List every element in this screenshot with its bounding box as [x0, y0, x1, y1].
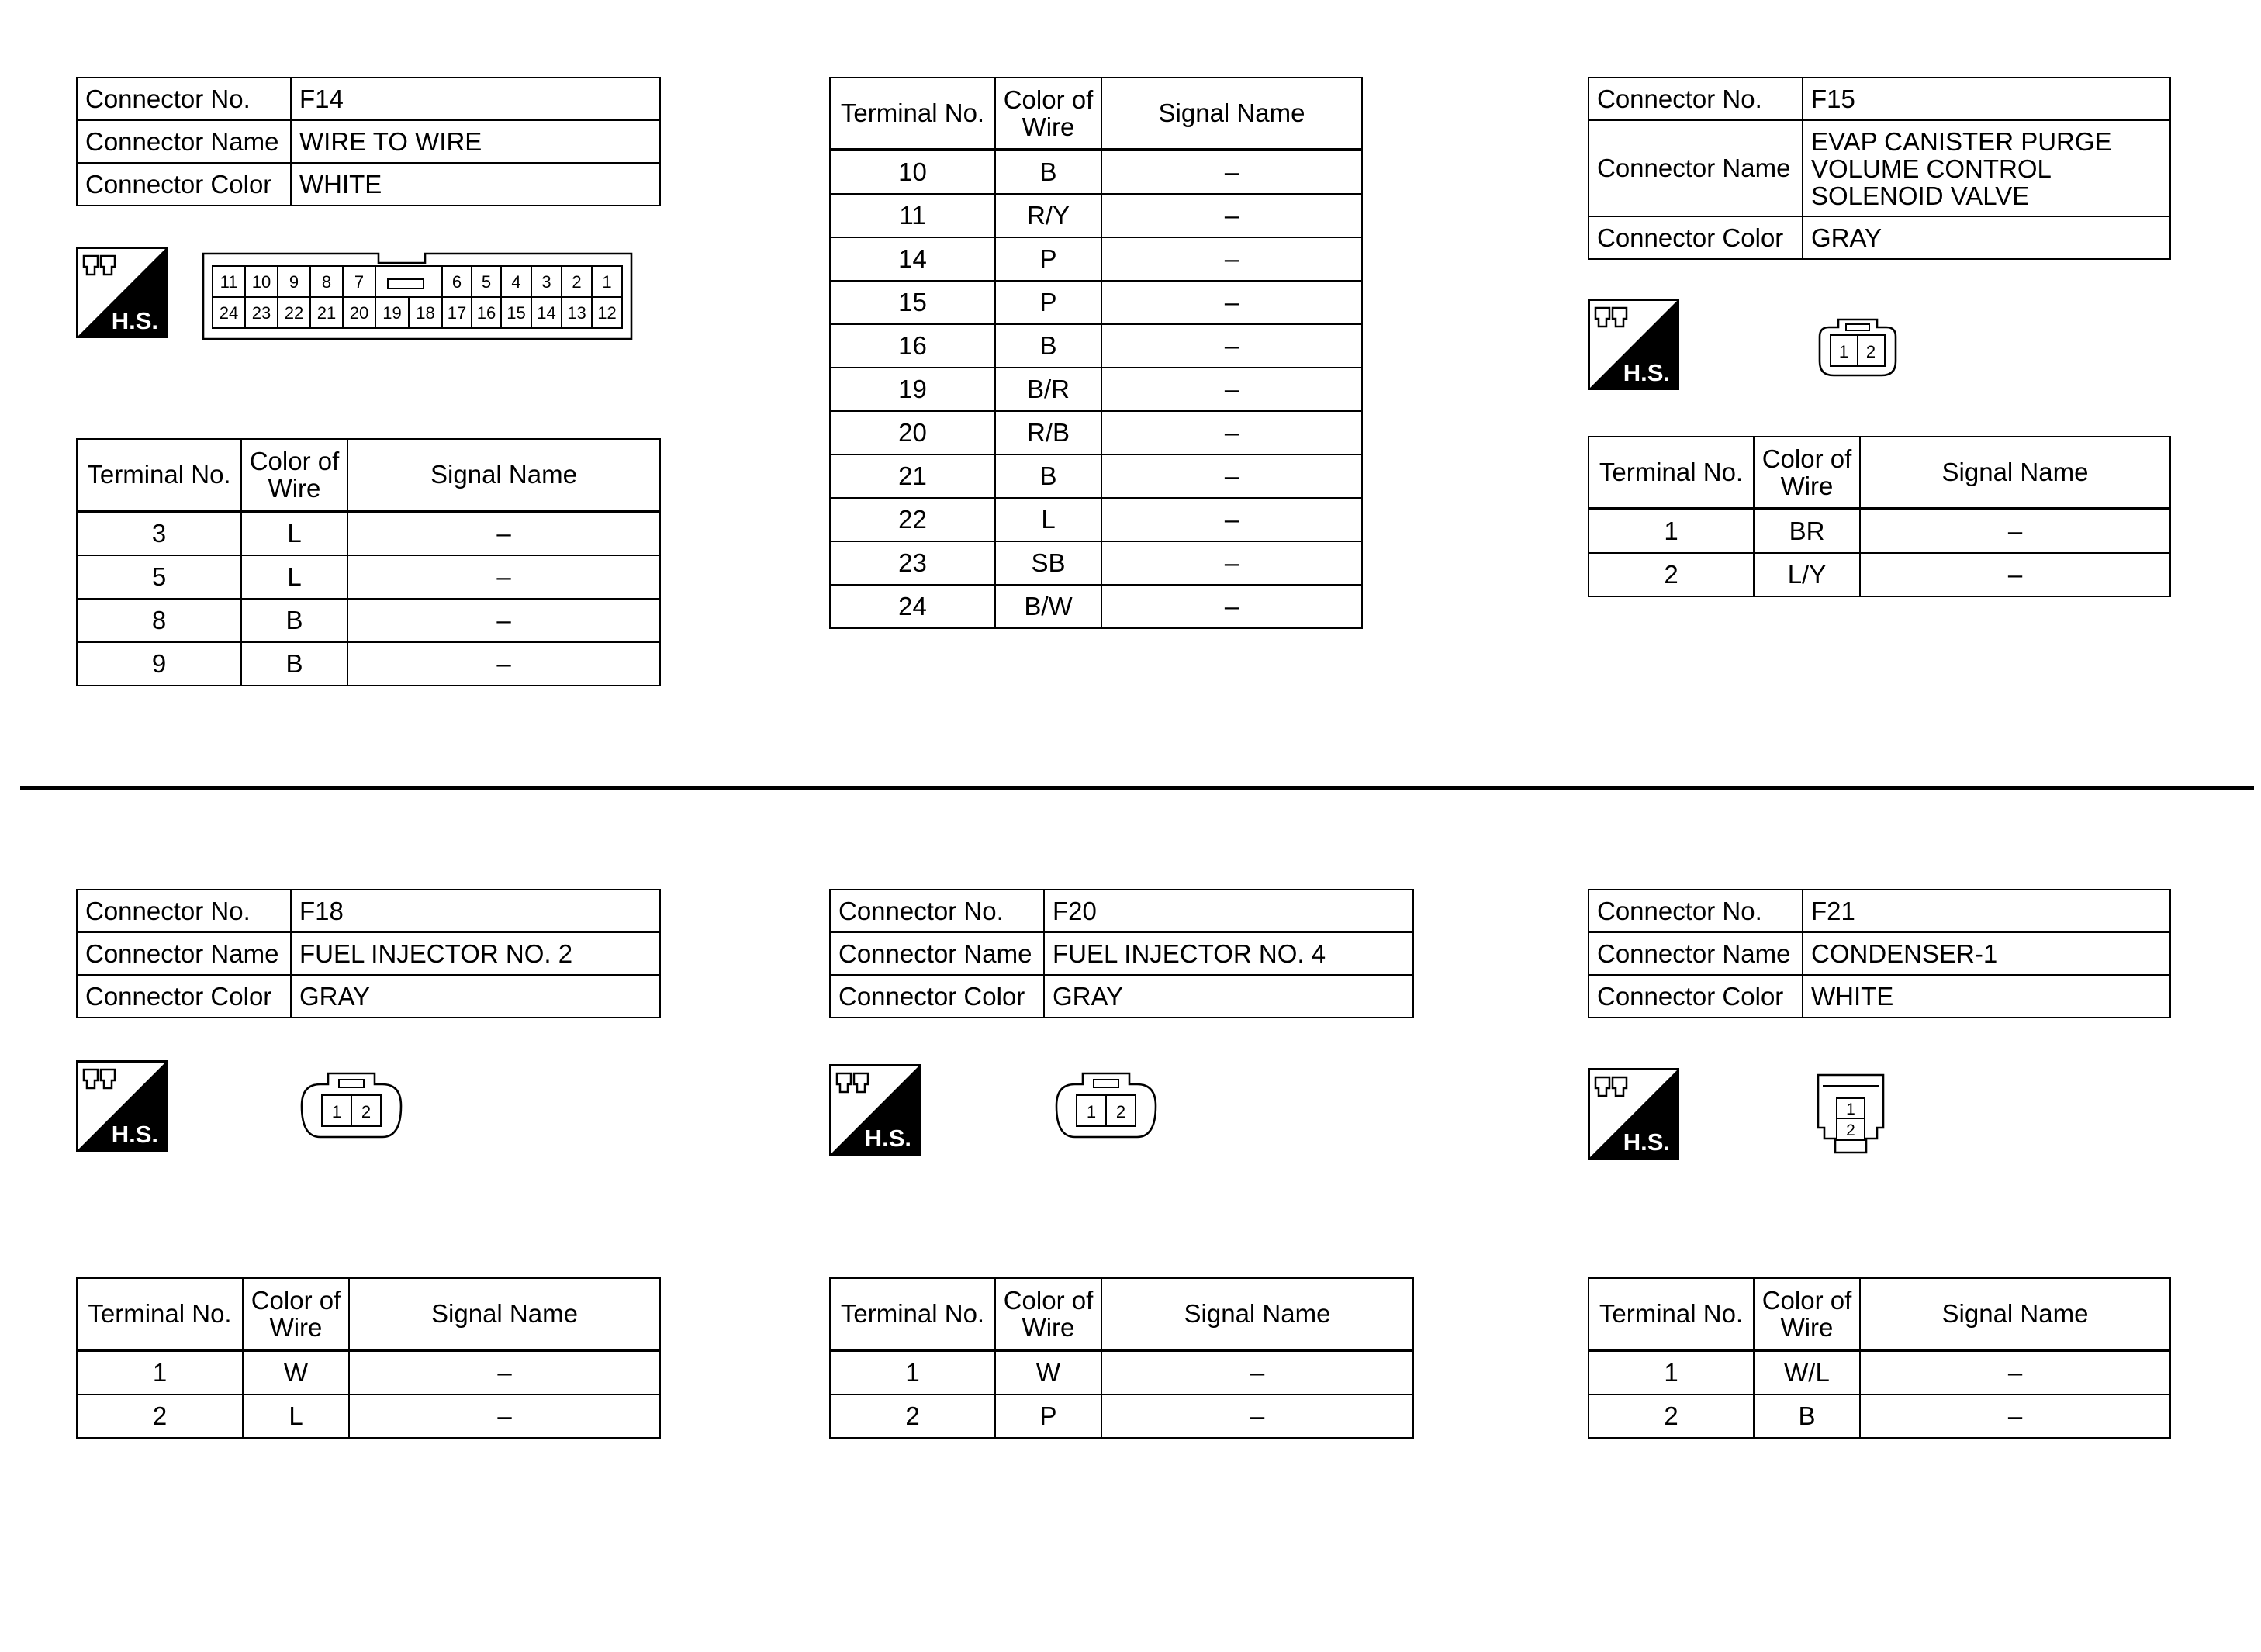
signal-name-cell: – — [349, 1350, 660, 1395]
terminal-table-f15 — [1588, 436, 2171, 597]
terminal-no-cell: 5 — [77, 555, 241, 599]
wire-color-cell: SB — [995, 541, 1101, 585]
terminal-row — [830, 498, 1362, 541]
connector-name-value: CONDENSER-1 — [1803, 932, 2170, 975]
wire-color-cell: L — [241, 511, 347, 555]
wire-color-cell: B — [241, 599, 347, 642]
terminal-row — [77, 1350, 660, 1395]
terminal-row — [77, 642, 660, 686]
signal-name-cell: – — [1101, 237, 1362, 281]
connector-no-value: F15 — [1803, 78, 2170, 120]
signal-name-cell: – — [347, 599, 660, 642]
wire-color-cell: W — [995, 1350, 1101, 1395]
terminal-table-header — [1589, 437, 2170, 509]
terminal-rows — [830, 1350, 1413, 1438]
svg-text:H.S.: H.S. — [1623, 359, 1670, 386]
hs-harness-side-icon — [829, 1064, 921, 1156]
pin-number-label: 15 — [506, 303, 526, 323]
terminal-row — [830, 324, 1362, 368]
signal-name-cell: – — [1101, 585, 1362, 628]
terminal-row — [830, 194, 1362, 237]
signal-name-cell: – — [1101, 498, 1362, 541]
signal-name-header: Signal Name — [349, 1278, 660, 1350]
connector-name-value: EVAP CANISTER PURGE VOLUME CONTROL SOLENOID VALVE — [1803, 120, 2170, 216]
signal-name-cell: – — [1101, 150, 1362, 194]
terminal-rows — [1589, 509, 2170, 596]
signal-name-cell: – — [1101, 541, 1362, 585]
wire-color-cell: L — [241, 555, 347, 599]
connector-no-value: F18 — [291, 890, 660, 932]
signal-name-cell: – — [1860, 553, 2170, 596]
connector-f14-face-icon — [202, 251, 636, 342]
info-row-connector-no — [77, 890, 660, 932]
signal-name-header: Signal Name — [1860, 437, 2170, 509]
signal-name-cell: – — [349, 1395, 660, 1438]
terminal-no-cell: 8 — [77, 599, 241, 642]
hs-harness-side-icon — [1588, 1068, 1679, 1160]
terminal-no-header: Terminal No. — [1589, 437, 1754, 509]
terminal-no-header: Terminal No. — [830, 1278, 995, 1350]
terminal-row — [830, 585, 1362, 628]
pin-number-label: 6 — [451, 272, 462, 292]
connector-no-label: Connector No. — [77, 78, 291, 120]
terminal-table-f14 — [76, 438, 661, 686]
connector-no-value: F20 — [1044, 890, 1413, 932]
connector-name-value: FUEL INJECTOR NO. 4 — [1044, 932, 1413, 975]
pin-2-label: 2 — [1846, 1121, 1855, 1139]
terminal-row — [830, 1350, 1413, 1395]
connector-color-value: GRAY — [1044, 975, 1413, 1018]
pin-1-label: 1 — [331, 1102, 342, 1121]
terminal-no-cell: 19 — [830, 368, 995, 411]
connector-info-f20 — [829, 889, 1414, 1018]
wire-color-cell: B/R — [995, 368, 1101, 411]
connector-no-label: Connector No. — [1589, 78, 1803, 120]
wire-color-cell: P — [995, 281, 1101, 324]
wire-color-cell: P — [995, 237, 1101, 281]
section-divider — [20, 786, 2254, 790]
signal-name-header: Signal Name — [347, 439, 660, 511]
wire-color-cell: B — [241, 642, 347, 686]
pin-2-label: 2 — [361, 1102, 372, 1121]
wire-color-cell: B/W — [995, 585, 1101, 628]
terminal-rows — [77, 511, 660, 686]
connector-color-label: Connector Color — [77, 163, 291, 206]
info-row-connector-color — [77, 975, 660, 1018]
wire-color-cell: R/B — [995, 411, 1101, 454]
connector-name-label: Connector Name — [830, 932, 1044, 975]
signal-name-cell: – — [347, 555, 660, 599]
connector-name-label: Connector Name — [1589, 932, 1803, 975]
terminal-row — [77, 1395, 660, 1438]
signal-name-cell: – — [1101, 324, 1362, 368]
terminal-row — [1589, 1350, 2170, 1395]
terminal-row — [830, 411, 1362, 454]
pin-2-label: 2 — [1865, 342, 1876, 361]
terminal-table-f14-continued — [829, 77, 1363, 629]
terminal-no-cell: 9 — [77, 642, 241, 686]
terminal-no-cell: 2 — [1589, 1395, 1754, 1438]
connector-info-f15 — [1588, 77, 2171, 260]
pin-1-label: 1 — [1846, 1101, 1855, 1118]
terminal-row — [1589, 509, 2170, 553]
pin-number-label: 13 — [567, 303, 586, 323]
signal-name-cell: – — [1860, 1395, 2170, 1438]
connector-info-f18 — [76, 889, 661, 1018]
wire-color-cell: B — [1754, 1395, 1860, 1438]
terminal-no-header: Terminal No. — [77, 439, 241, 511]
terminal-no-cell: 16 — [830, 324, 995, 368]
terminal-row — [830, 541, 1362, 585]
terminal-row — [830, 454, 1362, 498]
color-of-wire-header: Color of Wire — [1754, 1278, 1860, 1350]
terminal-no-cell: 1 — [77, 1350, 243, 1395]
pin-2-label: 2 — [1115, 1102, 1126, 1121]
connector-f18-face-icon — [299, 1070, 404, 1142]
pin-number-label: 3 — [541, 272, 551, 292]
pin-number-label: 8 — [321, 272, 332, 292]
svg-text:H.S.: H.S. — [864, 1125, 911, 1152]
pin-number-label: 16 — [476, 303, 496, 323]
pin-number-label: 19 — [382, 303, 402, 323]
color-of-wire-header: Color of Wire — [995, 78, 1101, 150]
hs-harness-side-icon — [76, 1060, 168, 1152]
pin-number-label: 21 — [316, 303, 337, 323]
signal-name-cell: – — [347, 511, 660, 555]
pin-1-label: 1 — [1086, 1102, 1097, 1121]
terminal-row — [77, 599, 660, 642]
terminal-table-header — [77, 439, 660, 511]
info-row-connector-color — [1589, 975, 2170, 1018]
wire-color-cell: W/L — [1754, 1350, 1860, 1395]
pin-number-label: 20 — [349, 303, 369, 323]
wire-color-cell: P — [995, 1395, 1101, 1438]
signal-name-cell: – — [1860, 1350, 2170, 1395]
color-of-wire-header: Color of Wire — [243, 1278, 349, 1350]
pin-number-label: 14 — [537, 303, 556, 323]
pin-number-label: 7 — [354, 272, 365, 292]
terminal-no-cell: 10 — [830, 150, 995, 194]
signal-name-cell: – — [1101, 194, 1362, 237]
connector-color-label: Connector Color — [1589, 975, 1803, 1018]
pin-number-label: 22 — [284, 303, 304, 323]
connector-no-value: F21 — [1803, 890, 2170, 932]
connector-no-label: Connector No. — [830, 890, 1044, 932]
wire-color-cell: W — [243, 1350, 349, 1395]
pin-number-label: 4 — [511, 272, 521, 292]
signal-name-cell: – — [1101, 1350, 1413, 1395]
svg-text:H.S.: H.S. — [1623, 1128, 1670, 1156]
hs-harness-side-icon — [1588, 299, 1679, 390]
color-of-wire-header: Color of Wire — [241, 439, 347, 511]
signal-name-cell: – — [347, 642, 660, 686]
terminal-row — [77, 511, 660, 555]
terminal-no-cell: 2 — [77, 1395, 243, 1438]
wire-color-cell: L — [243, 1395, 349, 1438]
connector-color-value: WHITE — [291, 163, 660, 206]
terminal-table-header — [830, 1278, 1413, 1350]
info-row-connector-no — [1589, 78, 2170, 120]
connector-no-value: F14 — [291, 78, 660, 120]
signal-name-cell: – — [1101, 281, 1362, 324]
info-row-connector-no — [77, 78, 660, 120]
pin-number-label: 18 — [416, 303, 435, 323]
connector-no-label: Connector No. — [77, 890, 291, 932]
pin-number-label: 12 — [597, 303, 617, 323]
connector-name-label: Connector Name — [77, 932, 291, 975]
terminal-table-header — [830, 78, 1362, 150]
terminal-row — [830, 150, 1362, 194]
wire-color-cell: B — [995, 324, 1101, 368]
wire-color-cell: L — [995, 498, 1101, 541]
wire-color-cell: B — [995, 150, 1101, 194]
pin-number-label: 17 — [447, 303, 467, 323]
terminal-no-cell: 2 — [1589, 553, 1754, 596]
wire-color-cell: L/Y — [1754, 553, 1860, 596]
connector-info-f14 — [76, 77, 661, 206]
terminal-row — [77, 555, 660, 599]
color-of-wire-header: Color of Wire — [995, 1278, 1101, 1350]
connector-no-label: Connector No. — [1589, 890, 1803, 932]
terminal-row — [830, 237, 1362, 281]
terminal-no-cell: 1 — [1589, 1350, 1754, 1395]
terminal-table-f21 — [1588, 1277, 2171, 1439]
connector-color-value: GRAY — [291, 975, 660, 1018]
info-row-connector-color — [77, 163, 660, 206]
info-row-connector-name — [77, 120, 660, 163]
connector-color-label: Connector Color — [830, 975, 1044, 1018]
terminal-row — [830, 1395, 1413, 1438]
info-row-connector-color — [1589, 216, 2170, 259]
terminal-row — [830, 281, 1362, 324]
connector-f21-face-icon — [1815, 1072, 1886, 1156]
terminal-no-cell: 3 — [77, 511, 241, 555]
connector-info-f21 — [1588, 889, 2171, 1018]
connector-name-value: WIRE TO WIRE — [291, 120, 660, 163]
svg-text:H.S.: H.S. — [111, 1121, 158, 1148]
terminal-row — [1589, 1395, 2170, 1438]
terminal-table-f20 — [829, 1277, 1414, 1439]
terminal-no-cell: 1 — [1589, 509, 1754, 553]
terminal-table-f18 — [76, 1277, 661, 1439]
wire-color-cell: B — [995, 454, 1101, 498]
signal-name-cell: – — [1101, 368, 1362, 411]
terminal-no-header: Terminal No. — [77, 1278, 243, 1350]
terminal-no-cell: 11 — [830, 194, 995, 237]
pin-number-label: 24 — [219, 303, 239, 323]
info-row-connector-no — [830, 890, 1413, 932]
pin-number-label: 2 — [572, 272, 582, 292]
connector-color-label: Connector Color — [77, 975, 291, 1018]
terminal-no-cell: 14 — [830, 237, 995, 281]
pin-number-label: 5 — [481, 272, 492, 292]
terminal-no-cell: 21 — [830, 454, 995, 498]
info-row-connector-name — [1589, 932, 2170, 975]
terminal-row — [1589, 553, 2170, 596]
terminal-table-header — [77, 1278, 660, 1350]
connector-name-label: Connector Name — [77, 120, 291, 163]
signal-name-cell: – — [1101, 411, 1362, 454]
info-row-connector-color — [830, 975, 1413, 1018]
terminal-no-header: Terminal No. — [1589, 1278, 1754, 1350]
info-row-connector-name — [830, 932, 1413, 975]
svg-text:H.S.: H.S. — [111, 307, 158, 334]
pin-number-label: 9 — [289, 272, 299, 292]
color-of-wire-header: Color of Wire — [1754, 437, 1860, 509]
pin-number-label: 23 — [251, 303, 271, 323]
wire-color-cell: BR — [1754, 509, 1860, 553]
connector-color-value: WHITE — [1803, 975, 2170, 1018]
terminal-no-cell: 22 — [830, 498, 995, 541]
info-row-connector-no — [1589, 890, 2170, 932]
connector-color-label: Connector Color — [1589, 216, 1803, 259]
wire-color-cell: R/Y — [995, 194, 1101, 237]
terminal-no-cell: 23 — [830, 541, 995, 585]
hs-harness-side-icon — [76, 247, 168, 338]
info-row-connector-name — [1589, 120, 2170, 216]
terminal-rows — [77, 1350, 660, 1438]
pin-number-label: 11 — [220, 272, 238, 292]
terminal-no-cell: 2 — [830, 1395, 995, 1438]
terminal-no-cell: 1 — [830, 1350, 995, 1395]
terminal-no-header: Terminal No. — [830, 78, 995, 150]
connector-name-value: FUEL INJECTOR NO. 2 — [291, 932, 660, 975]
terminal-no-cell: 20 — [830, 411, 995, 454]
terminal-row — [830, 368, 1362, 411]
info-row-connector-name — [77, 932, 660, 975]
signal-name-cell: – — [1101, 1395, 1413, 1438]
signal-name-header: Signal Name — [1860, 1278, 2170, 1350]
terminal-table-header — [1589, 1278, 2170, 1350]
signal-name-header: Signal Name — [1101, 1278, 1413, 1350]
signal-name-cell: – — [1860, 509, 2170, 553]
connector-f20-face-icon — [1053, 1070, 1159, 1142]
terminal-rows — [830, 150, 1362, 628]
pin-number-label: 1 — [602, 272, 612, 292]
signal-name-cell: – — [1101, 454, 1362, 498]
terminal-no-cell: 24 — [830, 585, 995, 628]
terminal-no-cell: 15 — [830, 281, 995, 324]
terminal-rows — [1589, 1350, 2170, 1438]
connector-name-label: Connector Name — [1589, 120, 1803, 216]
connector-f15-face-icon — [1815, 315, 1900, 378]
signal-name-header: Signal Name — [1101, 78, 1362, 150]
connector-color-value: GRAY — [1803, 216, 2170, 259]
pin-number-label: 10 — [251, 272, 271, 292]
pin-1-label: 1 — [1838, 342, 1849, 361]
